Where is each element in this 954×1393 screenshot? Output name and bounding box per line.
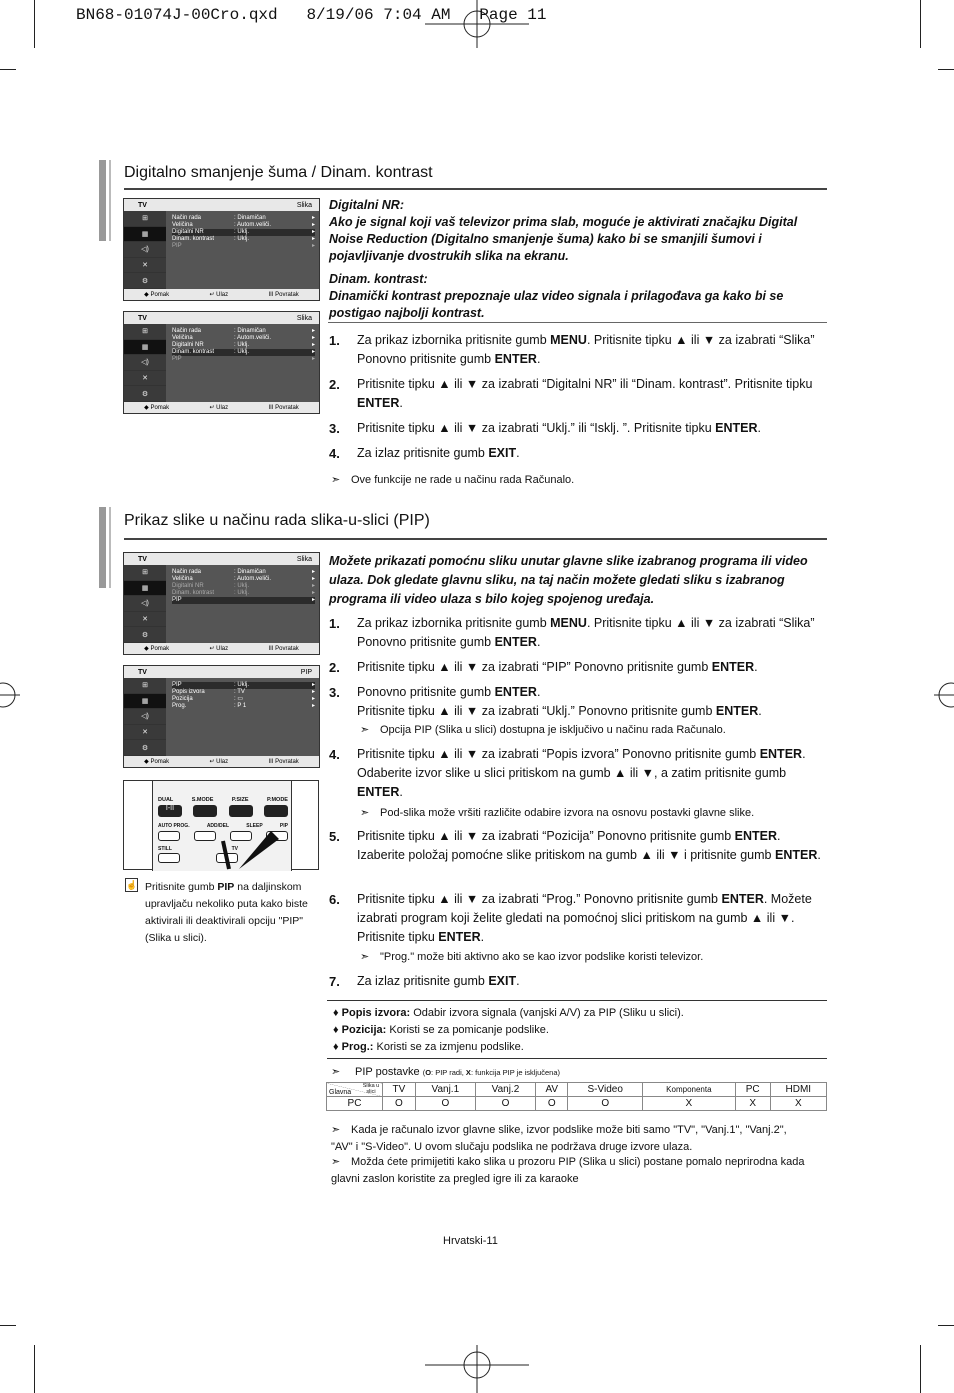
table-cell: X xyxy=(642,1097,735,1111)
menu-row: Način rada : Dinamičan ▸ xyxy=(172,328,315,334)
input-icon: ⊞ xyxy=(124,565,166,581)
note: ➣ Kada je računalo izvor glavne slike, izvor podslike može biti samo "TV", "Vanj.1", "Vanj.2", "AV" i "S-Video". U ovom slučaju podslika ne podržava druge izvore ulaza. xyxy=(331,1124,787,1153)
remote-label: SLEEP xyxy=(246,823,263,829)
input-icon: ⊞ xyxy=(124,211,166,227)
table-header: AV xyxy=(536,1083,568,1097)
step: 1. Za prikaz izbornika pritisnite gumb MENU. Pritisnite tipku ▲ ili ▼ za izabrati “Slika” Ponovno pritisnite gumb ENTER. xyxy=(329,616,815,649)
divider xyxy=(328,322,827,323)
tv-menu-screenshot: TV Slika ⊞ ▦ ◁) ✕ ⚙ Način rada : Dinamičan ▸ Veličina : Autom.veliči. ▸ Digitalni NR : Uklj. ▸ Dinam. kontrast : Uklj. ▸ PIP ▸ ◆ Pomak ↵ Ulaz III Povratak xyxy=(123,552,320,655)
tv-menu-screenshot xyxy=(123,198,320,301)
picture-icon: ▦ xyxy=(124,581,166,597)
step: 3. Pritisnite tipku ▲ ili ▼ za izabrati “Uklj.” ili “Isklj. ”. Pritisnite tipku ENTER. xyxy=(329,421,762,436)
table-cell: O xyxy=(536,1097,568,1111)
menu-row: PIP ▸ xyxy=(172,356,315,362)
menu-row: Digitalni NR : Uklj. ▸ xyxy=(172,342,315,348)
picture-icon: ▦ xyxy=(124,340,166,356)
menu-row: PIP ▸ xyxy=(172,243,315,249)
remote-caption: Pritisnite gumb PIP na daljinskom upravljaču nekoliko puta kako biste aktivirali ili deaktivirali opciju "PIP" (Slika u slici). xyxy=(145,881,308,944)
step: 6. Pritisnite tipku ▲ ili ▼ za izabrati “Prog.” Ponovno pritisnite gumb ENTER. Možete izabrati program koji želite gledati na pomoćnoj slici pritiskom na gumb ▲ ili ▼. Pritisnite tipku ENTER. xyxy=(329,892,812,944)
table-header: S-Video xyxy=(568,1083,642,1097)
menu-name: Slika xyxy=(296,201,312,209)
note: ➣ Opcija PIP (Slika u slici) dostupna je isključivo u načinu rada Računalo. xyxy=(360,724,726,736)
note-arrow-icon: ➣ xyxy=(331,1124,341,1136)
sound-icon: ◁) xyxy=(124,242,166,258)
channel-icon: ✕ xyxy=(124,725,166,741)
remote-label: PIP xyxy=(279,823,288,829)
remote-label: P.SIZE xyxy=(231,797,249,803)
step: 2. Pritisnite tipku ▲ ili ▼ za izabrati “PIP” Ponovno pritisnite gumb ENTER. xyxy=(329,660,758,675)
note: ➣ Možda ćete primijetiti kako slika u prozoru PIP (Slika u slici) postane pomalo neprirodna kada glavni zaslon koristite za pregled igre ili za karaoke xyxy=(331,1156,805,1185)
step: 3. Ponovno pritisnite gumb ENTER. Pritisnite tipku ▲ ili ▼ za izabrati “Uklj.” Ponovno pritisnite gumb ENTER. xyxy=(329,685,762,718)
table-cell: X xyxy=(770,1097,826,1111)
menu-row: Način rada : Dinamičan ▸ xyxy=(172,569,315,575)
crop-mark xyxy=(0,69,16,70)
table-header: PC xyxy=(735,1083,770,1097)
step: 7. Za izlaz pritisnite gumb EXIT. xyxy=(329,974,520,989)
sound-icon: ◁) xyxy=(124,355,166,371)
table-header: Vanj.2 xyxy=(475,1083,535,1097)
table-cell: O xyxy=(568,1097,642,1111)
menu-row: Veličina : Autom.veliči. ▸ xyxy=(172,335,315,341)
table-cell: X xyxy=(735,1097,770,1111)
remote-label: STILL xyxy=(158,846,172,852)
sound-icon: ◁) xyxy=(124,596,166,612)
remote-label: ADD/DEL xyxy=(206,823,230,829)
intro-text: Digitalni NR: Ako je signal koji vaš televizor prima slab, moguće je aktivirati značajku Digital Noise Reduction (Digitalno smanjenje šuma) kako bi se smanjili šumovi i pojavljivanje dvostrukih slika na ekranu. xyxy=(329,198,798,263)
remote-label: P.MODE xyxy=(266,797,288,803)
table-header: HDMI xyxy=(770,1083,826,1097)
remote-illustration xyxy=(123,780,319,870)
p-mode-button xyxy=(264,805,288,817)
crop-mark xyxy=(938,69,954,70)
crop-mark xyxy=(920,1345,921,1393)
table-cell: O xyxy=(383,1097,416,1111)
menu-row: Digitalni NR : Uklj. ▸ xyxy=(172,229,315,235)
menu-row: PIP ▸ xyxy=(172,597,315,603)
setup-icon: ⚙ xyxy=(124,273,166,289)
menu-row: Dinam. kontrast : Uklj. ▸ xyxy=(172,236,315,242)
remote-label: AUTO PROG. xyxy=(158,823,190,829)
note-arrow-icon: ➣ xyxy=(360,807,370,819)
note: ➣ Ove funkcije ne rade u načinu rada Računalo. xyxy=(331,474,575,486)
menu-row: Veličina : Autom.veliči. ▸ xyxy=(172,222,315,228)
pip-settings-label: ➣ PIP postavke (O: PIP radi, X: funkcija PIP je isključena) xyxy=(331,1066,561,1078)
table-corner: Glavna Slika u slici xyxy=(327,1083,383,1097)
s-mode-button xyxy=(193,805,217,817)
heading-bar xyxy=(109,507,111,588)
note: ➣ Pod-slika može vršiti različite odabire izvora na osnovu postavki glavne slike. xyxy=(360,807,755,819)
crop-mark xyxy=(34,1345,35,1393)
crop-mark xyxy=(938,1325,954,1326)
hand-icon: ☝ xyxy=(126,880,138,890)
menu-foot: ↵ Ulaz xyxy=(209,292,229,298)
picture-icon: ▦ xyxy=(124,694,166,710)
menu-row: Digitalni NR : Uklj. ▸ xyxy=(172,583,315,589)
pointer-arrow-icon xyxy=(219,821,289,871)
still-button xyxy=(158,853,180,863)
crop-mark xyxy=(0,1325,16,1326)
table-header: Vanj.1 xyxy=(415,1083,475,1097)
step: 4. Pritisnite tipku ▲ ili ▼ za izabrati “Popis izvora” Ponovno pritisnite gumb ENTER. Odaberite izvor slike u slici pritiskom na gumb ▲ ili ▼, a zatim pritisnite gumb ENTER. xyxy=(329,747,806,799)
crop-mark xyxy=(920,0,921,48)
tv-menu-screenshot: TV Slika ⊞ ▦ ◁) ✕ ⚙ Način rada : Dinamičan ▸ Veličina : Autom.veliči. ▸ Digitalni NR : Uklj. ▸ Dinam. kontrast : Uklj. ▸ PIP ▸ ◆ Pomak ↵ Ulaz III Povratak xyxy=(123,311,320,414)
tv-menu-screenshot: TV PIP ⊞ ▦ ◁) ✕ ⚙ PIP : Uklj. ▸ Popis izvora : TV ▸ Pozicija : ▭ ▸ Prog. : P 1 ▸ ◆ Pomak ↵ Ulaz III Povratak xyxy=(123,665,320,768)
sound-icon: ◁) xyxy=(124,709,166,725)
heading-bar xyxy=(99,160,106,241)
page-number: Hrvatski-11 xyxy=(443,1235,498,1247)
setup-icon: ⚙ xyxy=(124,627,166,643)
bullet-item: ♦ Pozicija: Koristi se za pomicanje podslike. xyxy=(333,1024,549,1036)
note-arrow-icon: ➣ xyxy=(360,724,370,736)
table-cell: PC xyxy=(327,1097,383,1111)
heading-bar xyxy=(99,507,106,588)
note-arrow-icon: ➣ xyxy=(360,951,370,963)
intro-text: Možete prikazati pomoćnu sliku unutar glavne slike izabranog programa ili video ulaza. Dok gledate glavnu sliku, na taj način možete gledati sliku s izabranog programa ili video ulaza s bilo kojeg spojenog uređaja. xyxy=(329,554,808,606)
menu-foot: ◆ Pomak xyxy=(144,292,170,298)
registration-mark-icon xyxy=(934,670,954,720)
pip-table xyxy=(326,1082,827,1111)
file-header: BN68-01074J-00Cro.qxd 8/19/06 7:04 AM Page 11 xyxy=(76,6,547,24)
step: 5. Pritisnite tipku ▲ ili ▼ za izabrati “Pozicija” Ponovno pritisnite gumb ENTER. Izaberite položaj pomoćne slike pritiskom na gumb ▲ ili ▼ i pritisnite gumb ENTER. xyxy=(329,829,821,862)
menu-foot: III Povratak xyxy=(268,291,299,298)
input-icon: ⊞ xyxy=(124,324,166,340)
menu-row: Pozicija : ▭ ▸ xyxy=(172,696,315,702)
menu-row: Način rada : Dinamičan ▸ xyxy=(172,215,315,221)
crop-mark xyxy=(34,0,35,48)
bullet-box xyxy=(327,1000,827,1059)
intro-text: Dinam. kontrast: Dinamički kontrast prepoznaje ulaz video signala i prilagođava ga kako bi se postigao najbolji kontrast. xyxy=(329,272,784,320)
table-row xyxy=(327,1083,827,1097)
channel-icon: ✕ xyxy=(124,258,166,274)
note-arrow-icon: ➣ xyxy=(331,1066,341,1078)
bullet-item: ♦ Prog.: Koristi se za izmjenu podslike. xyxy=(333,1041,524,1053)
channel-icon: ✕ xyxy=(124,371,166,387)
menu-row: Prog. : P 1 ▸ xyxy=(172,703,315,709)
setup-icon: ⚙ xyxy=(124,740,166,756)
menu-tab: TV xyxy=(138,201,147,209)
picture-icon: ▦ xyxy=(124,227,166,243)
registration-mark-icon xyxy=(0,670,20,720)
registration-mark-icon xyxy=(425,1345,529,1393)
dual-button: I-II xyxy=(158,805,182,817)
menu-row: Dinam. kontrast : Uklj. ▸ xyxy=(172,349,315,355)
step: 4. Za izlaz pritisnite gumb EXIT. xyxy=(329,446,520,461)
divider xyxy=(124,188,827,190)
remote-label: TV xyxy=(231,846,238,852)
menu-row: Veličina : Autom.veliči. ▸ xyxy=(172,576,315,582)
auto-prog-button xyxy=(158,831,180,841)
remote-label: DUAL xyxy=(158,797,174,803)
remote-label: S.MODE xyxy=(191,797,214,803)
add-del-button xyxy=(194,831,216,841)
menu-row: Dinam. kontrast : Uklj. ▸ xyxy=(172,590,315,596)
table-header: TV xyxy=(383,1083,416,1097)
table-header: Komponenta xyxy=(642,1083,735,1097)
p-size-button xyxy=(229,805,253,817)
bullet-item: ♦ Popis izvora: Odabir izvora signala (vanjski A/V) za PIP (Sliku u slici). xyxy=(333,1007,684,1019)
divider xyxy=(124,538,827,540)
section-title: Digitalno smanjenje šuma / Dinam. kontrast xyxy=(124,164,433,181)
table-cell: O xyxy=(475,1097,535,1111)
table-cell: O xyxy=(415,1097,475,1111)
channel-icon: ✕ xyxy=(124,612,166,628)
table-row xyxy=(327,1097,827,1111)
note: ➣ "Prog." može biti aktivno ako se kao izvor podslike koristi televizor. xyxy=(360,951,704,963)
menu-row: PIP : Uklj. ▸ xyxy=(172,682,315,688)
step: 1. Za prikaz izbornika pritisnite gumb MENU. Pritisnite tipku ▲ ili ▼ za izabrati “Slika” Ponovno pritisnite gumb ENTER. xyxy=(329,333,815,366)
section-title: Prikaz slike u načinu rada slika-u-slici (PIP) xyxy=(124,512,430,529)
input-icon: ⊞ xyxy=(124,678,166,694)
note-arrow-icon: ➣ xyxy=(331,474,341,486)
menu-row: Popis izvora : TV ▸ xyxy=(172,689,315,695)
step: 2. Pritisnite tipku ▲ ili ▼ za izabrati “Digitalni NR” ili “Dinam. kontrast”. Pritisnite tipku ENTER. xyxy=(329,377,813,410)
heading-bar xyxy=(109,160,111,241)
setup-icon: ⚙ xyxy=(124,386,166,402)
note-arrow-icon: ➣ xyxy=(331,1156,341,1168)
